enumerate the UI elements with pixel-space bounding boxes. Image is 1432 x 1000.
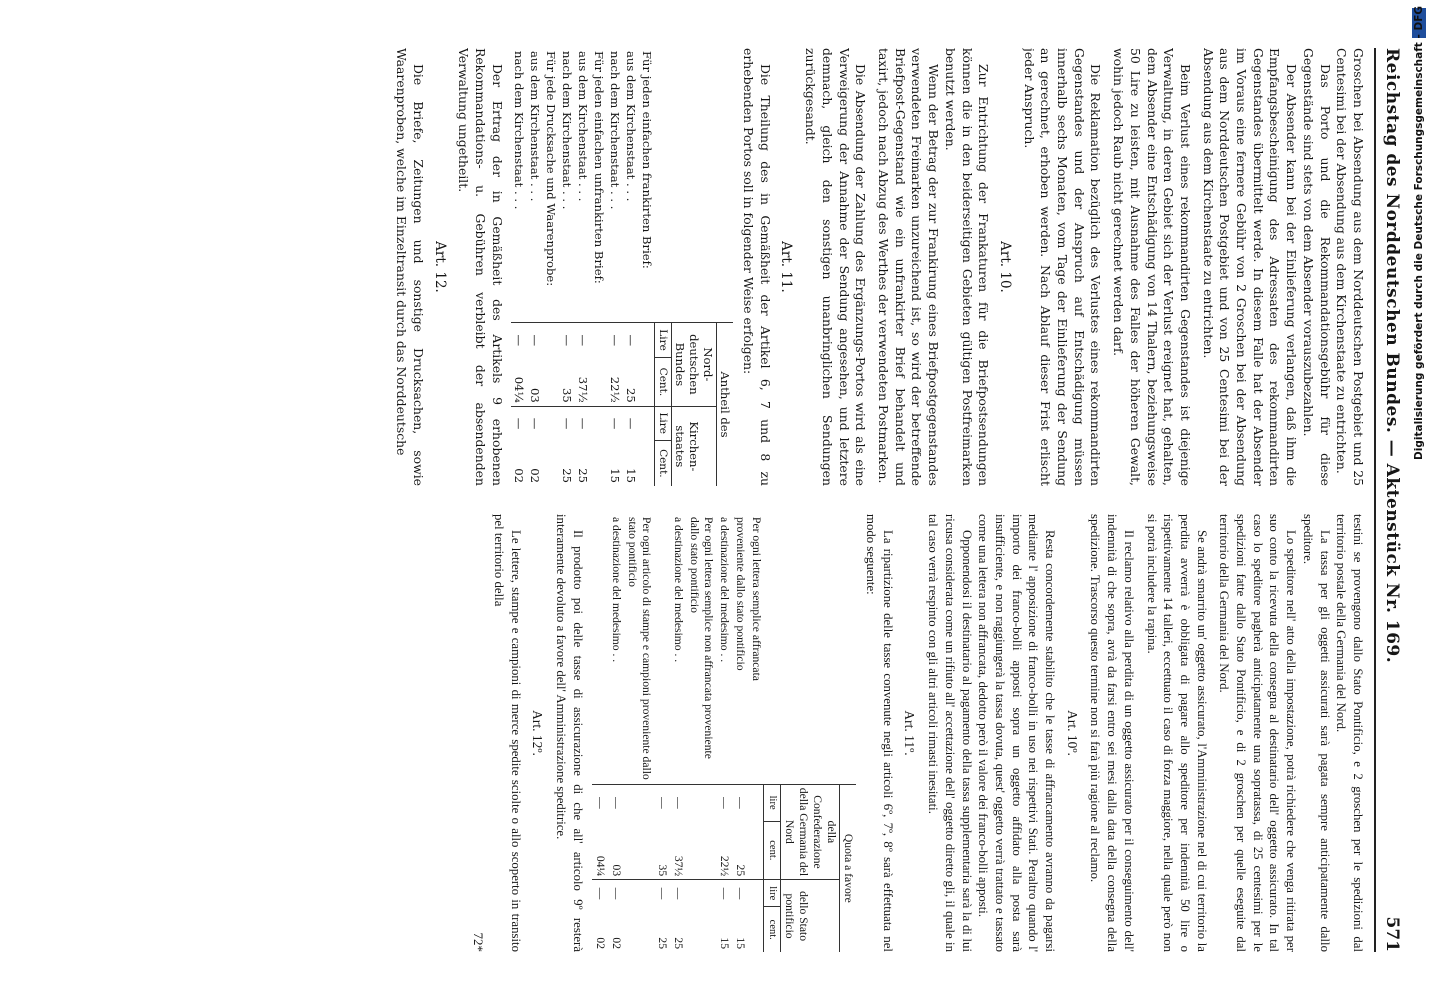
table-cell: — (732, 880, 748, 907)
row-label (654, 514, 670, 784)
table-cell (591, 358, 607, 407)
italian-paragraph: Opponendosi il destinatario al pagamento della tassa supplementaria sarà la di lui ricusa considerata come un rifiuto all' accettazione dell' oggetto diretto gli, il quale in tal caso verrà respinto con gli altri articoli rimasti inesitati. (926, 514, 974, 952)
row-label: Per ogni articolo di stampe e campioni proveniente dallo stato pontificio (625, 517, 653, 780)
table-cell: — (511, 406, 527, 440)
table-cell: 25 (559, 468, 574, 483)
table-group-header: Antheil des (717, 323, 734, 486)
table-cell: 03 (609, 864, 623, 877)
table-corner (764, 514, 857, 784)
table-cell: 02 (609, 937, 623, 949)
table-cell: 02 (511, 468, 526, 483)
table-group-header: Quota a favore (840, 784, 857, 952)
german-paragraph: Der Absender kann bei der Einlieferung verlangen, daß ihm die Empfangsbescheinigung des Adressaten des rekommandirten Gegenstandes übermittelt werde. In diesem Falle hat der Absender im Voraus eine fernere Gebühr von 2 Groschen bei der Absendung aus dem Norddeutschen Postgebiet und von 25 Centesimi bei der Absendung aus dem Kirchenstaate zu entrichten. (1200, 48, 1300, 486)
table-cell: — (732, 784, 748, 821)
italian-paragraph: Se andrà smarrito un' oggetto assicurato, l'Amministrazione nel di cui territorio la perdita avverrà è obbligata di pagare allo speditore per indennità 50 lire o rispettivamente 14 talleri, eccettuato il caso di forza maggiore, nella quale però non si potrà includere la rapina. (1144, 514, 1209, 952)
table-cell (686, 880, 716, 907)
table-cell: — (654, 784, 670, 821)
german-article-11-heading: Art. 11. (778, 241, 795, 293)
unit-header: lire (764, 880, 781, 907)
german-paragraph: Wenn der Betrag der zur Frankirung eines Briefpostgegenstandes verwendeten Freimarken unzureichend ist, so wird der betreffende Briefpost-Gegenstand wie ein unfrankirter Brief behandelt und taxirt, jedoch nach Abzug des Werthes der verwendeten Postmarken. (876, 48, 942, 486)
table-cell (543, 440, 559, 486)
german-paragraph: Groschen bei Absendung aus dem Norddeutschen Postgebiet und 25 Centesimi bei der Absendung aus dem Kirchenstaate zu entrichten. (1334, 48, 1366, 486)
italian-paragraph: Resta concordemente stabilito che le tasse di affrancamento avranno da pagarsi mediante l' apposizione di franco-bolli in uso nei rispettivi Stati. Peraltro quando l' importo dei franco-bolli apposti sopra un oggetto affidato alla posta sarà insufficiente, e non raggiungerà la tassa dovuta, quest' oggetto verrà trattato e tassato come una lettera non affrancata, dedotto però il valore dei franco-bolli apposti. (976, 514, 1058, 952)
row-label: nach dem Kirchenstaat . . . (607, 51, 622, 210)
table-cell (624, 821, 654, 880)
table-cell: — (527, 323, 543, 358)
row-label: a destinazione del medesimo . . (717, 517, 731, 663)
table-cell (624, 880, 654, 907)
italian-article-11-heading: Art. 11º. (902, 710, 918, 756)
table-row (592, 514, 608, 952)
italian-paragraph: testini se provengono dallo Stato Pontificio, e 2 groschen per le spedizioni dal territorio postale della Germania del Nord. (1334, 514, 1365, 952)
row-label: Für jeden einfachen frankirten Brief: (639, 51, 654, 269)
unit-header: Lire (655, 406, 672, 440)
table-cell: 03 (527, 388, 542, 403)
row-label: aus dem Kirchenstaat . . . (527, 51, 542, 202)
italian-paragraph: La ripartizione delle tasse convenute negli articoli 6º, 7º, 8º sarà effettuata nel modo seguente: (864, 514, 895, 952)
table-col-header: Nord-deutschen Bundes (672, 323, 717, 407)
table-cell (748, 880, 764, 907)
table-cell: 22½ (717, 855, 731, 877)
table-cell (543, 323, 559, 358)
table-cell: 02 (593, 937, 607, 949)
german-article-10-heading: Art. 10. (996, 241, 1013, 293)
unit-header: Cent. (655, 358, 672, 407)
two-column-body (156, 48, 1366, 952)
table-cell (686, 784, 716, 821)
table-cell: 35 (559, 388, 574, 403)
table-cell: 35 (655, 864, 669, 877)
table-cell (639, 323, 655, 358)
table-cell (639, 440, 655, 486)
table-row (748, 514, 764, 952)
german-paragraph: Die Theilung des in Gemäßheit der Artikel 6, 7 und 8 zu erhebenden Portos soll in folgender Weise erfolgen: (741, 48, 773, 486)
row-label: aus dem Kirchenstaat . . . (623, 51, 638, 202)
table-cell: — (575, 406, 591, 440)
table-cell: — (623, 323, 639, 358)
table-cell (624, 907, 654, 952)
table-cell (624, 784, 654, 821)
table-cell: 02 (527, 468, 542, 483)
table-cell: — (575, 323, 591, 358)
table-cell (748, 784, 764, 821)
table-cell (748, 907, 764, 952)
table-cell: 37½ (575, 376, 590, 403)
table-cell: 25 (575, 468, 590, 483)
table-row (527, 48, 543, 486)
table-cell (686, 907, 716, 952)
row-label: Per ogni lettera semplice affrancata (749, 517, 763, 681)
german-paragraph: Zur Entrichtung der Frankaturen für die Briefpostsendungen können die in den beiderseitigen Gebieten gültigen Postfreimarken benutzt werden. (942, 48, 992, 486)
row-label: Per ogni lettera semplice non affrancata proveniente dallo stato pontificio (687, 517, 715, 759)
italian-column (156, 514, 1366, 952)
unit-header: Cent. (655, 440, 672, 486)
german-paragraph: Die Absendung der Zahlung des Ergänzungs-Portos wird als eine Verweigerung der Annahme der Sendung angesehen, und letztere demnach, gleich den sonstigen unanbringlichen Sendungen zurückgesandt. (803, 48, 869, 486)
row-label: a destinazione del medesimo . . (609, 517, 623, 663)
table-cell: 25 (733, 864, 747, 877)
german-article-12-heading: Art. 12. (431, 241, 448, 293)
row-label: nach dem Kirchenstaat . . . (559, 51, 574, 210)
german-postage-share-table (511, 48, 734, 486)
table-row (608, 514, 624, 952)
italian-article-10-heading: Art. 10º. (1064, 710, 1080, 756)
table-cell: — (559, 323, 575, 358)
table-row (654, 514, 670, 952)
german-paragraph: Das Porto und die Rekommandationsgebühr für diese Gegenstände sind stets von dem Absender vorauszubezahlen. (1300, 48, 1333, 486)
dfg-banner (1411, 6, 1427, 981)
table-cell: — (670, 784, 686, 821)
table-row (639, 48, 655, 486)
table-row (623, 48, 639, 486)
signature-mark: 72* (471, 932, 487, 952)
row-label: aus dem Kirchenstaat . . . (575, 51, 590, 202)
table-cell: 15 (607, 468, 622, 483)
table-cell (591, 406, 607, 440)
table-cell (748, 821, 764, 880)
italian-paragraph: Le lettere, stampe e campioni di merce spedite sciolte o allo scoperto in transito pel territorio della (492, 514, 523, 952)
italian-paragraph: Il prodotto poi delle tasse di assicurazione di che all' articolo 9º resterà interamente devoluto a favore dell' Amministrazione speditrice. (554, 514, 585, 952)
unit-header: cent. (764, 907, 781, 952)
table-cell: — (670, 880, 686, 907)
table-cell: — (607, 323, 623, 358)
table-row (543, 48, 559, 486)
table-cell: 15 (717, 937, 731, 949)
italian-postage-share-table (592, 514, 857, 952)
row-label: Für jede Drucksache und Waarenprobe: (543, 51, 558, 287)
table-cell: — (607, 406, 623, 440)
german-table-body (511, 48, 655, 486)
table-cell: 15 (733, 937, 747, 949)
table-cell: 25 (655, 937, 669, 949)
table-cell: — (527, 406, 543, 440)
table-row (670, 514, 686, 952)
table-col-header: Kirchen-staates (672, 406, 717, 486)
row-label: a destinazione del medesimo . . (671, 517, 685, 663)
table-cell: — (559, 406, 575, 440)
row-label: Für jeden einfachen unfrankirten Brief: (591, 51, 606, 284)
table-cell: — (592, 784, 608, 821)
table-row (624, 514, 654, 952)
table-cell: — (654, 880, 670, 907)
german-paragraph: Die Briefe, Zeitungen und sonstige Drucksachen, sowie Waarenproben, welche im Einzeltransit durch das Norddeutsche (394, 48, 427, 486)
table-cell: 04¼ (593, 855, 607, 877)
italian-paragraph: Il reclamo relativo alla perdita di un oggetto assicurato per il conseguimento dell' indennità di che sopra, avrà da farsi entro sei mesi dalla data della consegna della spedizione. Trascorso questo termine non si farà più ragione al reclamo. (1088, 514, 1136, 952)
table-cell (591, 440, 607, 486)
table-col-header: dello Stato pontificio (781, 880, 840, 952)
italian-article-12-heading: Art. 12º. (530, 710, 546, 756)
row-label: nach dem Kirchenstaat . . . (511, 51, 526, 210)
table-cell (543, 358, 559, 407)
german-paragraph: Die Reklamation bezüglich des Verlustes eines rekommandirten Gegenstandes und der Anspruch auf Entschädigung müssen innerhalb sechs Monaten, vom Tage der Einlieferung der Sendung an gerechnet, erhoben werden. Nach Ablauf dieser Frist erlischt jeder Anspruch. (1021, 48, 1104, 486)
german-paragraph: Der Ertrag der in Gemäßheit des Artikels 9 erhobenen Rekommandations- u. Gebühren verbleibt der absendenden Verwaltung ungetheilt. (456, 48, 505, 486)
unit-header: lire (764, 784, 781, 821)
table-cell: — (623, 406, 639, 440)
row-label: proveniente dallo stato pontificio (733, 517, 747, 671)
table-cell (639, 406, 655, 440)
table-row (591, 48, 607, 486)
table-cell: — (608, 880, 624, 907)
german-column (156, 48, 1366, 486)
row-label (592, 514, 608, 784)
table-row (575, 48, 591, 486)
table-row (511, 48, 527, 486)
table-col-header: della Confederazione della Germania del Nord (781, 784, 840, 879)
table-cell: 25 (671, 937, 685, 949)
table-cell: 25 (623, 388, 638, 403)
table-cell: — (608, 784, 624, 821)
unit-header: cent. (764, 821, 781, 880)
running-head-title: Reichstag des Norddeutschen Bundes. — Aktenstück Nr. 169. (1382, 48, 1402, 664)
running-head (1374, 48, 1402, 952)
table-cell: — (716, 880, 732, 907)
unit-header: Lire (655, 323, 672, 358)
table-cell: 15 (623, 468, 638, 483)
italian-paragraph: La tassa per gli oggetti assicurati sarà pagata sempre anticipatamente dallo speditore. (1300, 514, 1332, 952)
table-cell: 04¼ (511, 376, 526, 403)
table-cell: — (511, 323, 527, 358)
table-row (607, 48, 623, 486)
dfg-banner-text: Digitalisierung gefördert durch die Deutsche Forschungsgemeinschaft - DFG (1413, 6, 1425, 460)
table-cell: — (716, 784, 732, 821)
german-paragraph: Beim Verlust eines rekommandirten Gegenstandes ist diejenige Verwaltung, in deren Gebiet sich der Verlust ereignet hat, gehalten, dem Absender eine Entschädigung von 14 Thalern, beziehungsweise 50 Lire zu leisten, mit Ausnahme des Falles der höheren Gewalt, wohin jedoch Raub nicht gerechnet werden darf. (1111, 48, 1193, 486)
table-cell (686, 821, 716, 880)
table-row (732, 514, 748, 952)
table-row (716, 514, 732, 952)
table-cell (543, 406, 559, 440)
table-row (559, 48, 575, 486)
page-number: 571 (1382, 916, 1402, 952)
table-row (686, 514, 716, 952)
table-cell (639, 358, 655, 407)
table-cell (591, 323, 607, 358)
table-cell: 22½ (607, 376, 622, 403)
table-corner (655, 48, 734, 323)
table-cell: — (592, 880, 608, 907)
table-cell: 37½ (671, 855, 685, 877)
italian-paragraph: Lo speditore nell' atto della impostazione, potrà richiedere che venga ritirata per suo conto la ricevuta della consegna al destinatario dell' oggetto assicurato. In tal caso lo speditore pagherà anticipatamente una sopratassa, di 25 centesimi per le spedizioni fatte dallo Stato Pontificio, e di 2 groschen per quelle eseguite dal territorio della Germania del Nord. (1217, 514, 1299, 952)
italian-table-body (592, 514, 764, 952)
